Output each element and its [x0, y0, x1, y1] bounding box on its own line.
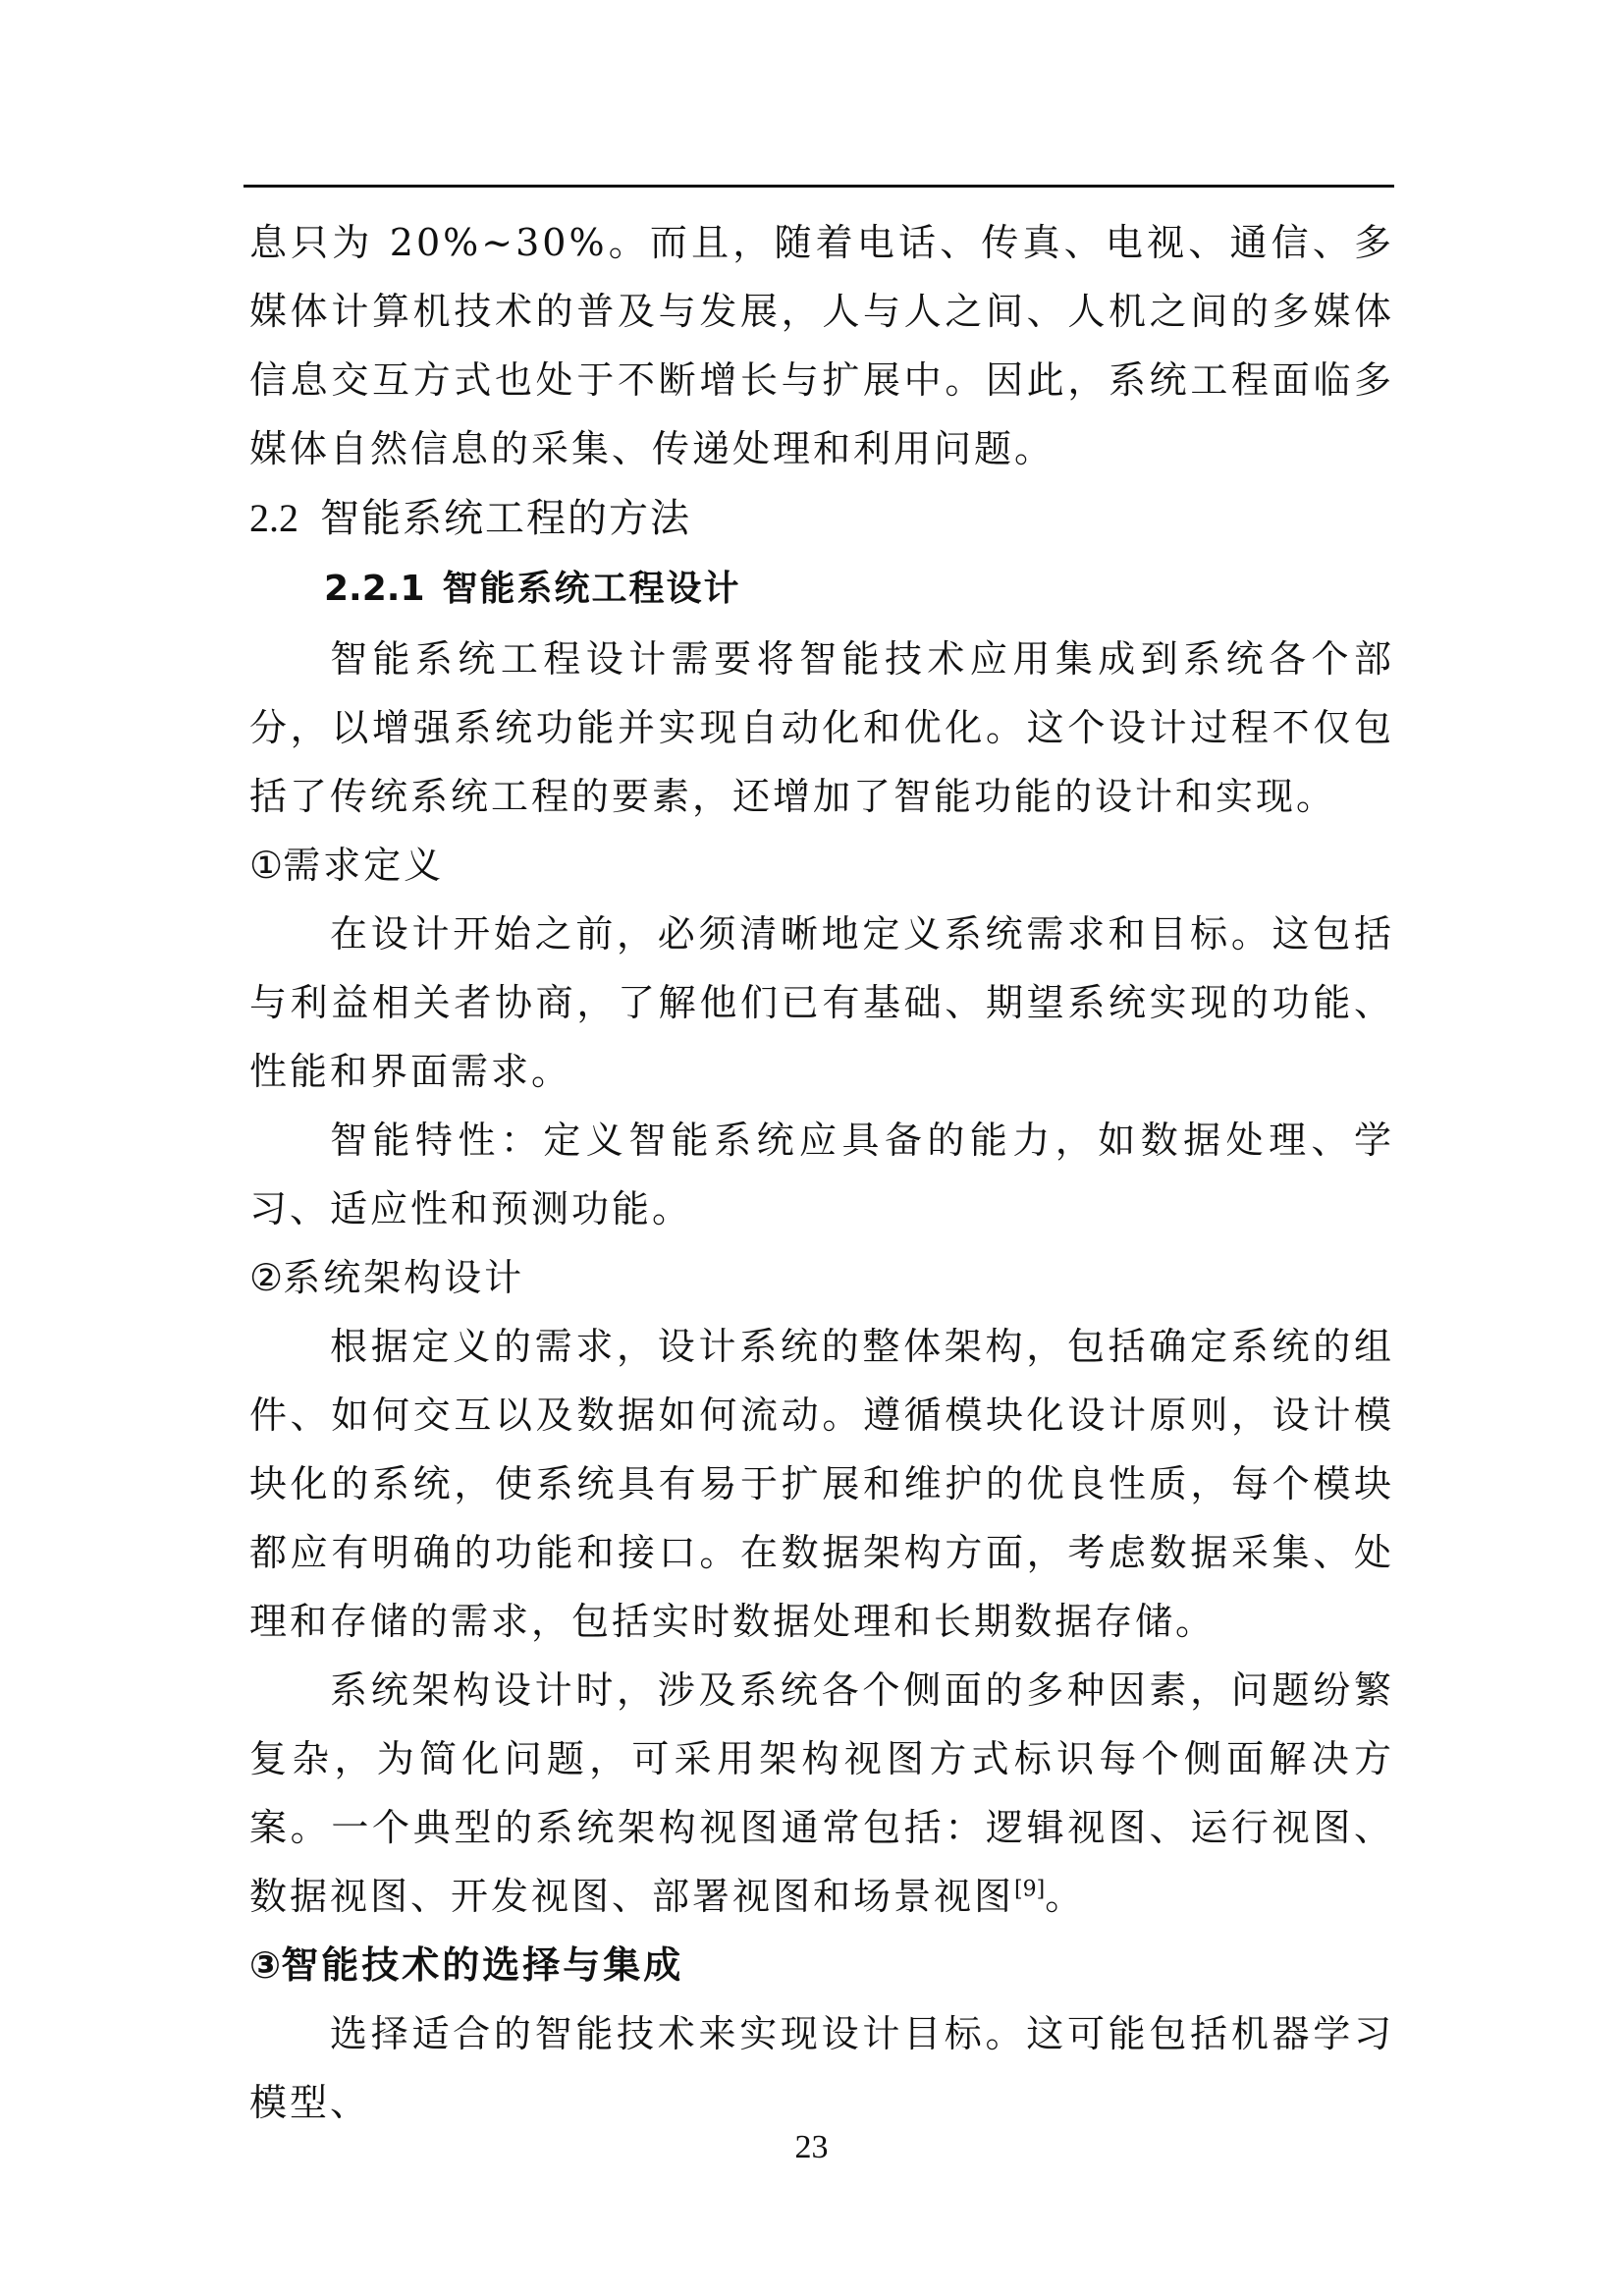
- item-title-2: 系统架构设计: [283, 1256, 525, 1299]
- citation-9[interactable]: [9]: [1014, 1877, 1046, 1902]
- item-title-3: 智能技术的选择与集成: [281, 1943, 684, 1987]
- paragraph-intelligent-features: 智能特性：定义智能系统应具备的能力，如数据处理、学习、适应性和预测功能。: [249, 1119, 1394, 1230]
- section-title: 智能系统工程的方法: [320, 496, 691, 541]
- circled-number-1: ①: [249, 844, 284, 887]
- subsection-title: 智能系统工程设计: [442, 569, 741, 609]
- item-heading-1: [249, 831, 1394, 900]
- page-body: [249, 208, 1394, 2137]
- paragraph-requirements: 在设计开始之前，必须清晰地定义系统需求和目标。这包括与利益相关者协商，了解他们已有基础、期望系统实现的功能、性能和界面需求。: [249, 912, 1394, 1093]
- section-number: 2.2: [249, 496, 298, 540]
- subsection-number: 2.2.1: [324, 569, 425, 609]
- paragraph-end-mark: 。: [1045, 1875, 1086, 1918]
- paragraph-architecture-views-text: 系统架构设计时，涉及系统各个侧面的多种因素，问题纷繁复杂，为简化问题，可采用架构视图方式标识每个侧面解决方案。一个典型的系统架构视图通常包括：逻辑视图、运行视图、数据视图、开发视图、部署视图和场景视图: [249, 1668, 1394, 1918]
- circled-number-3: ③: [249, 1943, 282, 1987]
- item-heading-3: [249, 1931, 1394, 1999]
- section-heading: [249, 483, 1394, 554]
- paragraph-technology-selection: 选择适合的智能技术来实现设计目标。这可能包括机器学习模型、: [249, 2012, 1394, 2124]
- circled-number-2: ②: [249, 1256, 284, 1299]
- paragraph-continued: 息只为 20%~30%。而且，随着电话、传真、电视、通信、多媒体计算机技术的普及与发展，人与人之间、人机之间的多媒体信息交互方式也处于不断增长与扩展中。因此，系统工程面临多媒体自然信息的采集、传递处理和利用问题。: [249, 221, 1394, 470]
- paragraph-intro: 智能系统工程设计需要将智能技术应用集成到系统各个部分，以增强系统功能并实现自动化和优化。这个设计过程不仅包括了传统系统工程的要素，还增加了智能功能的设计和实现。: [249, 637, 1394, 818]
- item-title-1: 需求定义: [283, 844, 445, 887]
- paragraph-architecture-views: [249, 1656, 1394, 1931]
- header-rule: [243, 185, 1394, 188]
- subsection-heading: [249, 554, 1394, 625]
- item-heading-2: [249, 1243, 1394, 1312]
- page-number: 23: [794, 2129, 829, 2165]
- paragraph-architecture: 根据定义的需求，设计系统的整体架构，包括确定系统的组件、如何交互以及数据如何流动。遵循模块化设计原则，设计模块化的系统，使系统具有易于扩展和维护的优良性质，每个模块都应有明确的功能和接口。在数据架构方面，考虑数据采集、处理和存储的需求，包括实时数据处理和长期数据存储。: [249, 1325, 1394, 1643]
